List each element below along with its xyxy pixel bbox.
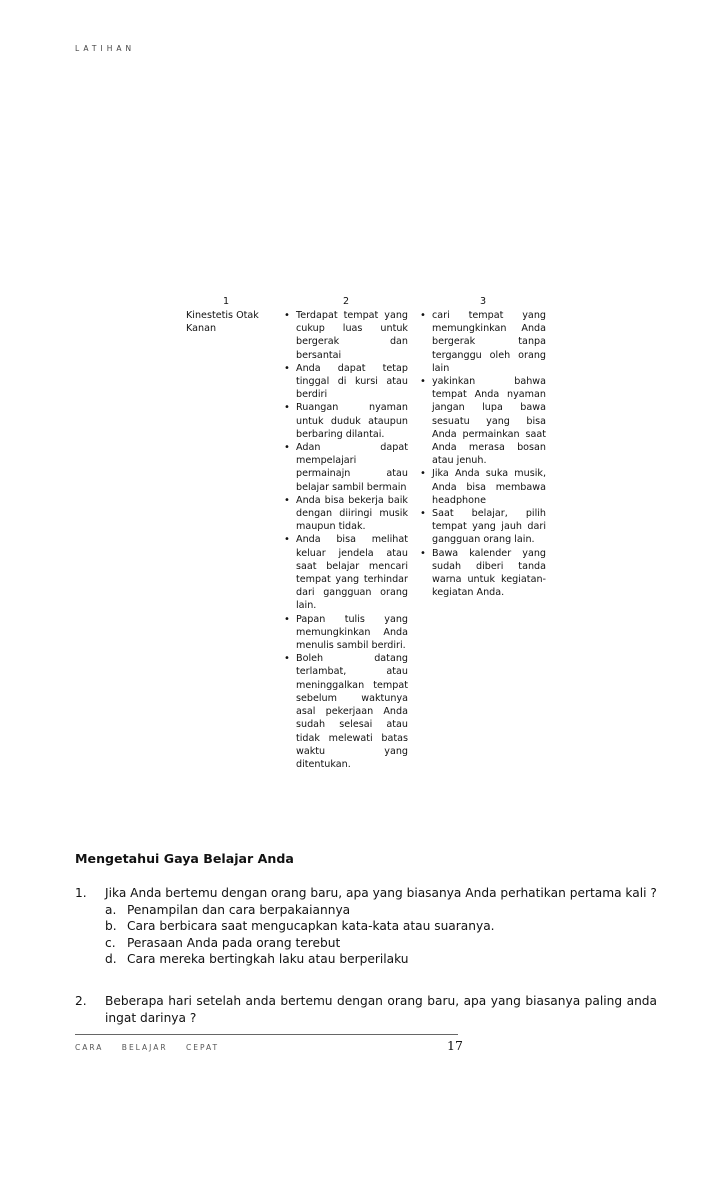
footer-word: BELAJAR bbox=[121, 1043, 168, 1052]
table-column-2 bbox=[284, 295, 408, 771]
list-item: • Adan dapat mempelajari permainajn atau belajar sambil bermain bbox=[284, 441, 408, 494]
answer-option bbox=[105, 918, 657, 935]
list-item: • Terdapat tempat yang cukup luas untuk bergerak dan bersantai bbox=[284, 309, 408, 362]
question-2 bbox=[75, 993, 657, 1026]
question-1 bbox=[75, 885, 657, 968]
question-text: Jika Anda bertemu dengan orang baru, apa yang biasanya Anda perhatikan pertama kali ? bbox=[105, 886, 657, 900]
option-letter: b. bbox=[105, 919, 117, 933]
option-text: Cara berbicara saat mengucapkan kata-kata atau suaranya. bbox=[127, 919, 495, 933]
column-header-3: 3 bbox=[479, 296, 487, 307]
question-text: Beberapa hari setelah anda bertemu dengan orang baru, apa yang biasanya paling anda ingat darinya ? bbox=[105, 994, 657, 1025]
question-number: 1. bbox=[75, 886, 87, 900]
list-item: • Anda bisa bekerja baik dengan diiringi musik maupun tidak. bbox=[284, 494, 408, 534]
option-letter: a. bbox=[105, 902, 117, 917]
table-column-1 bbox=[186, 295, 272, 335]
list-item: • cari tempat yang memungkinkan Anda bergerak tanpa terganggu oleh orang lain bbox=[420, 309, 546, 375]
characteristics-list bbox=[284, 309, 408, 771]
footer-book-title bbox=[75, 1043, 233, 1052]
list-item: • Ruangan nyaman untuk duduk ataupun berbaring dilantai. bbox=[284, 401, 408, 441]
answer-option bbox=[105, 902, 657, 919]
option-text: Penampilan dan cara berpakaiannya bbox=[127, 902, 351, 917]
list-item: • Bawa kalender yang sudah diberi tanda warna untuk kegiatan-kegiatan Anda. bbox=[420, 547, 546, 600]
question-number: 2. bbox=[75, 994, 87, 1008]
style-name-cell: Kinestetis Otak Kanan bbox=[186, 310, 259, 335]
option-letter: d. bbox=[105, 952, 117, 966]
answer-option bbox=[105, 951, 657, 968]
tips-list bbox=[420, 309, 546, 599]
list-item: • Saat belajar, pilih tempat yang jauh dari gangguan orang lain. bbox=[420, 507, 546, 547]
list-item: • Anda dapat tetap tinggal di kursi atau berdiri bbox=[284, 362, 408, 402]
list-item: • yakinkan bahwa tempat Anda nyaman jangan lupa bawa sesuatu yang bisa Anda permainkan saat Anda merasa bosan atau jenuh. bbox=[420, 375, 546, 467]
option-text: Cara mereka bertingkah laku atau berperilaku bbox=[127, 952, 409, 966]
running-header: LATIHAN bbox=[75, 44, 136, 53]
column-header-1: 1 bbox=[222, 296, 230, 307]
list-item: • Papan tulis yang memungkinkan Anda menulis sambil berdiri. bbox=[284, 613, 408, 653]
list-item: • Jika Anda suka musik, Anda bisa membawa headphone bbox=[420, 467, 546, 507]
list-item: • Anda bisa melihat keluar jendela atau saat belajar mencari tempat yang terhindar dari gangguan orang lain. bbox=[284, 533, 408, 612]
list-item: • Boleh datang terlambat, atau meninggalkan tempat sebelum waktunya asal pekerjaan Anda sudah selesai atau tidak melewati batas waktu yang ditentukan. bbox=[284, 652, 408, 771]
option-letter: c. bbox=[105, 935, 116, 950]
footer-divider bbox=[75, 1034, 458, 1035]
table-column-3 bbox=[420, 295, 546, 599]
option-text: Perasaan Anda pada orang terebut bbox=[127, 935, 341, 950]
column-header-2: 2 bbox=[342, 296, 350, 307]
page-number: 17 bbox=[447, 1038, 463, 1053]
footer-word: CARA bbox=[75, 1043, 104, 1052]
section-title: Mengetahui Gaya Belajar Anda bbox=[75, 851, 294, 866]
answer-options bbox=[105, 902, 657, 968]
answer-option bbox=[105, 935, 657, 952]
footer-word: CEPAT bbox=[185, 1043, 220, 1052]
